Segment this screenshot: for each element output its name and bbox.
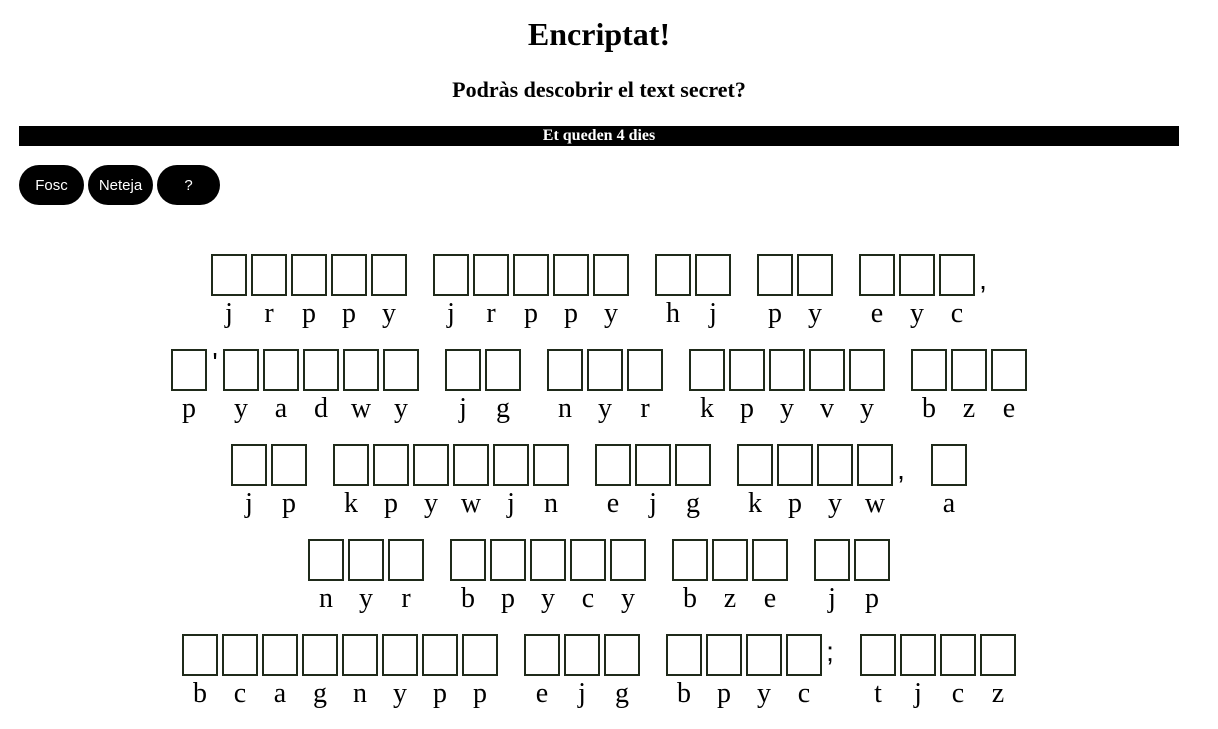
letter-input-box[interactable] (911, 349, 947, 391)
letter-cell (331, 444, 371, 520)
letter-input-box[interactable] (854, 539, 890, 581)
letter-input-box[interactable] (689, 349, 725, 391)
page-title: Encriptat! (527, 16, 671, 52)
cipher-letter: z (962, 393, 976, 424)
letter-cell (898, 634, 938, 710)
letter-cell (937, 254, 977, 330)
letter-input-box[interactable] (513, 254, 549, 296)
letter-cell (744, 634, 784, 710)
puzzle-word (929, 444, 969, 520)
letter-input-box[interactable] (604, 634, 640, 676)
letter-cell (209, 254, 249, 330)
cipher-letter: y (424, 488, 438, 519)
punctuation-mark: ' (212, 347, 218, 378)
cipher-letter: b (922, 393, 936, 424)
letter-input-box[interactable] (951, 349, 987, 391)
letter-input-box[interactable] (553, 254, 589, 296)
puzzle-line (0, 444, 1198, 539)
puzzle-word (431, 254, 631, 330)
letter-cell (300, 634, 340, 710)
cipher-letter: b (677, 678, 691, 709)
cipher-letter: j (649, 488, 657, 519)
cipher-letter: w (864, 488, 886, 519)
letter-cell (664, 634, 704, 710)
cipher-letter: e (1002, 393, 1016, 424)
cipher-letter: y (780, 393, 794, 424)
letter-cell (735, 444, 775, 520)
letter-cell (727, 349, 767, 425)
letter-input-box[interactable] (271, 444, 307, 486)
letter-input-box[interactable] (777, 444, 813, 486)
letter-input-box[interactable] (331, 254, 367, 296)
letter-input-box[interactable] (348, 539, 384, 581)
cipher-letter: c (950, 298, 964, 329)
letter-cell (431, 254, 471, 330)
letter-input-box[interactable] (182, 634, 218, 676)
letter-cell (169, 349, 209, 425)
letter-input-box[interactable] (383, 349, 419, 391)
cipher-letter: p (282, 488, 296, 519)
letter-cell (704, 634, 744, 710)
cipher-letter: y (604, 298, 618, 329)
letter-cell (673, 444, 713, 520)
letter-input-box[interactable] (263, 349, 299, 391)
cipher-letter: r (640, 393, 650, 424)
letter-cell (693, 254, 733, 330)
cipher-letter: p (865, 583, 879, 614)
cipher-letter: p (564, 298, 578, 329)
cipher-letter: e (870, 298, 884, 329)
cipher-letter: y (757, 678, 771, 709)
cipher-letter: c (951, 678, 965, 709)
letter-cell (341, 349, 381, 425)
puzzle-word (858, 634, 1018, 710)
letter-input-box[interactable] (453, 444, 489, 486)
cipher-letter: g (615, 678, 629, 709)
puzzle-word (593, 444, 713, 520)
cipher-puzzle (0, 254, 1198, 729)
letter-cell (755, 254, 795, 330)
letter-input-box[interactable] (388, 539, 424, 581)
cipher-letter: r (486, 298, 496, 329)
cipher-letter: h (666, 298, 680, 329)
letter-cell (451, 444, 491, 520)
puzzle-word (653, 254, 733, 330)
letter-cell (857, 254, 897, 330)
letter-cell (625, 349, 665, 425)
letter-cell (978, 634, 1018, 710)
letter-input-box[interactable] (860, 634, 896, 676)
letter-cell (269, 444, 309, 520)
cipher-letter: j (709, 298, 717, 329)
letter-input-box[interactable] (729, 349, 765, 391)
letter-input-box[interactable] (333, 444, 369, 486)
punctuation-mark: , (897, 454, 905, 485)
letter-cell (562, 634, 602, 710)
letter-cell (340, 634, 380, 710)
letter-cell (989, 349, 1029, 425)
puzzle-word (229, 444, 309, 520)
puzzle-word (687, 349, 887, 425)
cipher-letter: y (541, 583, 555, 614)
letter-input-box[interactable] (593, 254, 629, 296)
letter-cell (386, 539, 426, 615)
letter-input-box[interactable] (655, 254, 691, 296)
letter-cell (260, 634, 300, 710)
letter-cell (938, 634, 978, 710)
puzzle-word (331, 444, 571, 520)
letter-cell (381, 349, 421, 425)
letter-cell (847, 349, 887, 425)
cipher-letter: g (496, 393, 510, 424)
letter-cell (491, 444, 531, 520)
puzzle-line (0, 349, 1198, 444)
letter-input-box[interactable] (786, 634, 822, 676)
letter-cell (471, 254, 511, 330)
letter-input-box[interactable] (342, 634, 378, 676)
cipher-letter: j (578, 678, 586, 709)
letter-cell (568, 539, 608, 615)
letter-cell (221, 349, 261, 425)
letter-input-box[interactable] (222, 634, 258, 676)
puzzle-word (857, 254, 989, 330)
letter-cell (411, 444, 451, 520)
letter-input-box[interactable] (530, 539, 566, 581)
cipher-letter: p (384, 488, 398, 519)
letter-input-box[interactable] (849, 349, 885, 391)
letter-cell (289, 254, 329, 330)
letter-input-box[interactable] (635, 444, 671, 486)
letter-input-box[interactable] (490, 539, 526, 581)
letter-cell (750, 539, 790, 615)
letter-cell (855, 444, 895, 520)
letter-input-box[interactable] (262, 634, 298, 676)
letter-cell (420, 634, 460, 710)
cipher-letter: j (914, 678, 922, 709)
cipher-letter: y (393, 678, 407, 709)
cipher-letter: y (808, 298, 822, 329)
letter-input-box[interactable] (980, 634, 1016, 676)
letter-input-box[interactable] (382, 634, 418, 676)
letter-cell (795, 254, 835, 330)
cipher-letter: y (382, 298, 396, 329)
puzzle-word (180, 634, 500, 710)
letter-input-box[interactable] (797, 254, 833, 296)
cipher-letter: w (350, 393, 372, 424)
letter-input-box[interactable] (493, 444, 529, 486)
cipher-letter: n (353, 678, 367, 709)
letter-cell (608, 539, 648, 615)
letter-input-box[interactable] (672, 539, 708, 581)
cipher-letter: r (264, 298, 274, 329)
cipher-letter: p (182, 393, 196, 424)
puzzle-word (755, 254, 835, 330)
puzzle-word (909, 349, 1029, 425)
cipher-letter: z (991, 678, 1005, 709)
cipher-letter: e (763, 583, 777, 614)
cipher-letter: j (459, 393, 467, 424)
cipher-letter: t (874, 678, 882, 709)
letter-input-box[interactable] (595, 444, 631, 486)
cipher-letter: p (342, 298, 356, 329)
letter-cell (710, 539, 750, 615)
letter-cell (551, 254, 591, 330)
cipher-letter: c (233, 678, 247, 709)
cipher-letter: k (700, 393, 714, 424)
cipher-letter: y (394, 393, 408, 424)
letter-input-box[interactable] (524, 634, 560, 676)
cipher-letter: p (473, 678, 487, 709)
cipher-letter: p (740, 393, 754, 424)
page-subtitle: Podràs descobrir el text secret? (452, 77, 746, 102)
letter-input-box[interactable] (814, 539, 850, 581)
clear-button[interactable]: Neteja (88, 165, 153, 205)
letter-input-box[interactable] (445, 349, 481, 391)
letter-cell (220, 634, 260, 710)
letter-cell (371, 444, 411, 520)
letter-cell (852, 539, 892, 615)
letter-input-box[interactable] (695, 254, 731, 296)
cipher-letter: e (606, 488, 620, 519)
letter-cell (858, 634, 898, 710)
letter-cell (528, 539, 568, 615)
letter-cell (775, 444, 815, 520)
letter-input-box[interactable] (706, 634, 742, 676)
punctuation-mark: ; (826, 636, 834, 667)
letter-input-box[interactable] (757, 254, 793, 296)
letter-cell (909, 349, 949, 425)
cipher-letter: b (461, 583, 475, 614)
puzzle-word (545, 349, 665, 425)
puzzle-word (209, 254, 409, 330)
cipher-letter: w (460, 488, 482, 519)
letter-cell (633, 444, 673, 520)
letter-input-box[interactable] (564, 634, 600, 676)
letter-cell (511, 254, 551, 330)
cipher-letter: n (319, 583, 333, 614)
toolbar (19, 165, 220, 205)
letter-input-box[interactable] (746, 634, 782, 676)
letter-cell (369, 254, 409, 330)
letter-input-box[interactable] (675, 444, 711, 486)
cipher-letter: a (274, 393, 288, 424)
letter-input-box[interactable] (433, 254, 469, 296)
letter-input-box[interactable] (931, 444, 967, 486)
cipher-letter: j (507, 488, 515, 519)
puzzle-word (306, 539, 426, 615)
cipher-letter: p (524, 298, 538, 329)
cipher-letter: y (359, 583, 373, 614)
letter-input-box[interactable] (422, 634, 458, 676)
letter-cell (346, 539, 386, 615)
letter-input-box[interactable] (485, 349, 521, 391)
letter-cell (180, 634, 220, 710)
letter-input-box[interactable] (413, 444, 449, 486)
letter-cell (306, 539, 346, 615)
puzzle-word (169, 349, 221, 425)
cipher-letter: v (820, 393, 834, 424)
letter-input-box[interactable] (752, 539, 788, 581)
letter-input-box[interactable] (859, 254, 895, 296)
puzzle-line (0, 634, 1198, 729)
cipher-letter: p (302, 298, 316, 329)
letter-cell (483, 349, 523, 425)
letter-cell (602, 634, 642, 710)
cipher-letter: k (748, 488, 762, 519)
letter-input-box[interactable] (223, 349, 259, 391)
letter-input-box[interactable] (171, 349, 207, 391)
cipher-letter: k (344, 488, 358, 519)
letter-input-box[interactable] (533, 444, 569, 486)
cipher-letter: d (314, 393, 328, 424)
letter-input-box[interactable] (627, 349, 663, 391)
letter-input-box[interactable] (817, 444, 853, 486)
letter-input-box[interactable] (303, 349, 339, 391)
cipher-letter: j (225, 298, 233, 329)
cipher-letter: g (313, 678, 327, 709)
cipher-letter: p (788, 488, 802, 519)
letter-input-box[interactable] (899, 254, 935, 296)
letter-input-box[interactable] (302, 634, 338, 676)
letter-cell (670, 539, 710, 615)
letter-cell (897, 254, 937, 330)
letter-input-box[interactable] (666, 634, 702, 676)
puzzle-word (443, 349, 523, 425)
cipher-letter: p (433, 678, 447, 709)
cipher-letter: c (581, 583, 595, 614)
cipher-letter: j (245, 488, 253, 519)
letter-cell (460, 634, 500, 710)
letter-cell (585, 349, 625, 425)
letter-cell (591, 254, 631, 330)
cipher-letter: r (401, 583, 411, 614)
letter-input-box[interactable] (473, 254, 509, 296)
letter-cell (249, 254, 289, 330)
letter-input-box[interactable] (857, 444, 893, 486)
puzzle-word (664, 634, 836, 710)
letter-cell (522, 634, 562, 710)
letter-cell (488, 539, 528, 615)
cipher-letter: z (723, 583, 737, 614)
letter-cell (229, 444, 269, 520)
letter-cell (531, 444, 571, 520)
puzzle-word (221, 349, 421, 425)
cipher-letter: j (447, 298, 455, 329)
letter-cell (767, 349, 807, 425)
letter-input-box[interactable] (809, 349, 845, 391)
letter-input-box[interactable] (712, 539, 748, 581)
dark-mode-button[interactable]: Fosc (19, 165, 84, 205)
letter-cell (261, 349, 301, 425)
letter-cell (443, 349, 483, 425)
letter-cell (687, 349, 727, 425)
letter-cell (593, 444, 633, 520)
cipher-letter: y (621, 583, 635, 614)
letter-cell (929, 444, 969, 520)
cipher-letter: y (910, 298, 924, 329)
letter-cell (653, 254, 693, 330)
cipher-letter: y (234, 393, 248, 424)
cipher-letter: p (768, 298, 782, 329)
cipher-letter: n (544, 488, 558, 519)
help-button[interactable]: ? (157, 165, 220, 205)
letter-input-box[interactable] (737, 444, 773, 486)
letter-input-box[interactable] (231, 444, 267, 486)
letter-input-box[interactable] (450, 539, 486, 581)
punctuation-mark: , (979, 264, 987, 295)
puzzle-line (0, 539, 1198, 634)
letter-cell (812, 539, 852, 615)
letter-cell (784, 634, 824, 710)
letter-cell (545, 349, 585, 425)
letter-input-box[interactable] (343, 349, 379, 391)
letter-input-box[interactable] (547, 349, 583, 391)
days-remaining-banner: Et queden 4 dies (19, 126, 1179, 146)
letter-input-box[interactable] (940, 634, 976, 676)
cipher-letter: b (683, 583, 697, 614)
letter-cell (448, 539, 488, 615)
letter-input-box[interactable] (373, 444, 409, 486)
puzzle-word (812, 539, 892, 615)
cipher-letter: j (828, 583, 836, 614)
letter-input-box[interactable] (371, 254, 407, 296)
cipher-letter: b (193, 678, 207, 709)
cipher-letter: c (797, 678, 811, 709)
letter-cell (380, 634, 420, 710)
letter-input-box[interactable] (991, 349, 1027, 391)
cipher-letter: g (686, 488, 700, 519)
puzzle-word (735, 444, 907, 520)
letter-cell (949, 349, 989, 425)
cipher-letter: a (273, 678, 287, 709)
cipher-letter: e (535, 678, 549, 709)
puzzle-word (670, 539, 790, 615)
letter-cell (329, 254, 369, 330)
puzzle-line (0, 254, 1198, 349)
letter-cell (301, 349, 341, 425)
cipher-letter: y (860, 393, 874, 424)
puzzle-word (448, 539, 648, 615)
cipher-letter: p (717, 678, 731, 709)
letter-input-box[interactable] (462, 634, 498, 676)
cipher-letter: n (558, 393, 572, 424)
letter-input-box[interactable] (769, 349, 805, 391)
letter-input-box[interactable] (587, 349, 623, 391)
puzzle-word (522, 634, 642, 710)
letter-input-box[interactable] (211, 254, 247, 296)
letter-input-box[interactable] (291, 254, 327, 296)
cipher-letter: a (942, 488, 956, 519)
cipher-letter: y (828, 488, 842, 519)
cipher-letter: y (598, 393, 612, 424)
letter-input-box[interactable] (251, 254, 287, 296)
letter-input-box[interactable] (308, 539, 344, 581)
cipher-letter: p (501, 583, 515, 614)
letter-input-box[interactable] (939, 254, 975, 296)
letter-input-box[interactable] (570, 539, 606, 581)
letter-cell (807, 349, 847, 425)
letter-cell (815, 444, 855, 520)
letter-input-box[interactable] (610, 539, 646, 581)
letter-input-box[interactable] (900, 634, 936, 676)
